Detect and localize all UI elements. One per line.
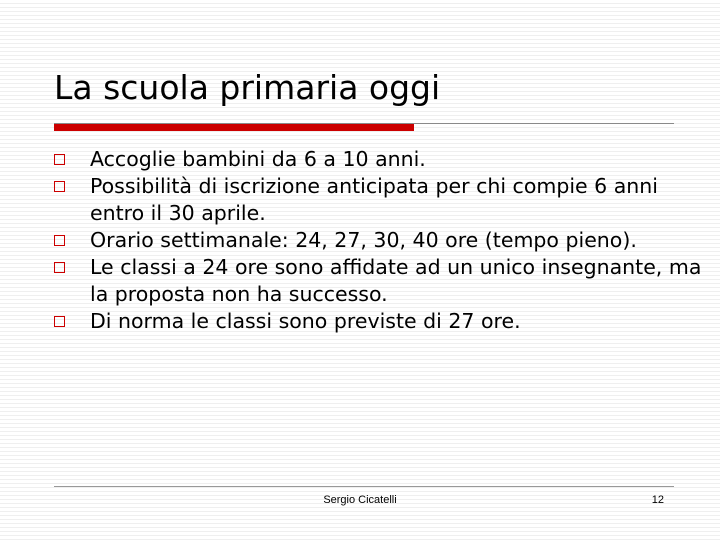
bullet-item [54,146,704,173]
bullet-text: Le classi a 24 ore sono affidate ad un unico insegnante, ma la proposta non ha successo. [90,255,702,306]
slide-title: La scuola primaria oggi [54,68,441,107]
bullet-text: Possibilità di iscrizione anticipata per chi compie 6 anni entro il 30 aprile. [90,174,658,225]
bullet-item [54,227,704,254]
bullet-text: Accoglie bambini da 6 a 10 anni. [90,147,426,171]
hollow-square-bullet-icon [54,235,65,246]
hollow-square-bullet-icon [54,262,65,273]
page-number: 12 [651,494,664,506]
hollow-square-bullet-icon [54,316,65,327]
footer-author: Sergio Cicatelli [323,494,397,506]
bullet-list [54,146,704,335]
bullet-item [54,308,704,335]
bullet-item [54,173,704,227]
bullet-text: Orario settimanale: 24, 27, 30, 40 ore (tempo pieno). [90,228,637,252]
footer-rule [54,486,674,487]
bullet-text: Di norma le classi sono previste di 27 ore. [90,309,521,333]
bullet-item [54,254,704,308]
title-accent-bar [54,124,414,131]
hollow-square-bullet-icon [54,154,65,165]
hollow-square-bullet-icon [54,181,65,192]
